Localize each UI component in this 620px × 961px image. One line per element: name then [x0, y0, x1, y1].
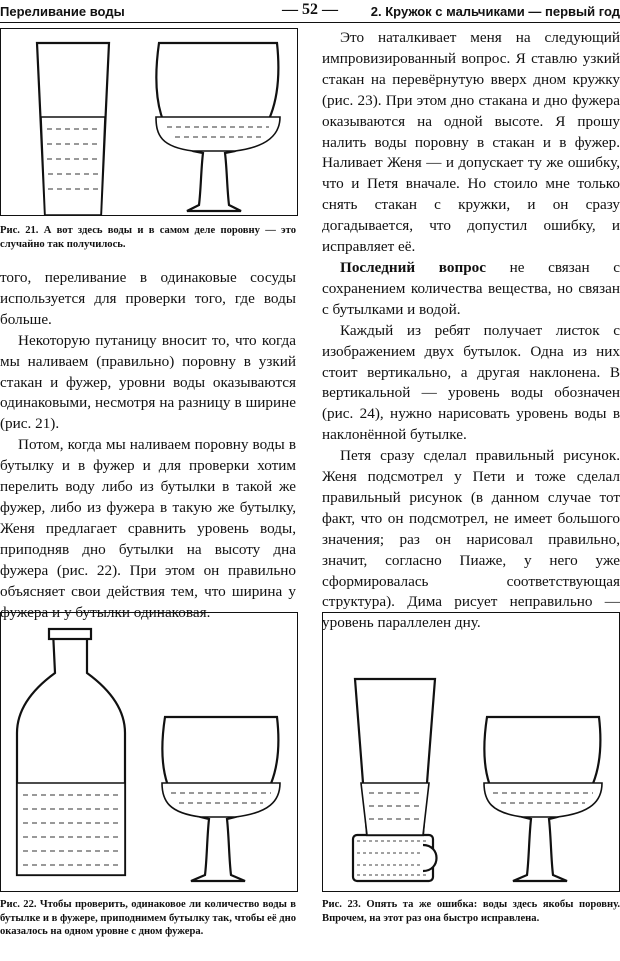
- figure-23: [322, 612, 620, 892]
- left-column: [0, 268, 296, 623]
- figure-22-caption: Рис. 22. Чтобы проверить, одинаковое ли количество воды в бутылке и в фужере, приподнимем бутылку так, чтобы её дно оказалось на одном уровне с дном фужера.: [0, 899, 296, 938]
- fig21-illustration: [1, 29, 297, 215]
- right-column: [322, 28, 620, 634]
- running-header-left: Переливание воды: [0, 4, 125, 19]
- paragraph: того, переливание в одинаковые сосуды используется для проверки того, где воды больше.: [0, 269, 296, 328]
- fig22-illustration: [1, 613, 297, 891]
- figure-23-caption: Рис. 23. Опять та же ошибка: воды здесь якобы поровну. Впрочем, на этот раз она быстро исправлена.: [322, 899, 620, 924]
- paragraph: Потом, когда мы наливаем поровну воды в бутылку и в фужер и для проверки хотим перелить воду либо из бутылки в такой же фужер, либо из фужера в такую же бутылку, Женя предлагает сравнить уровень воды, приподняв дно бутылки на высоту дна фужера (рис. 22). При этом он правильно объясняет свои действия тем, что ширина у фужера и у бутылки одинаковая.: [0, 436, 296, 621]
- bold-lead: Последний вопрос: [340, 258, 486, 276]
- paragraph: Каждый из ребят получает листок с изображением двух бутылок. Одна из них стоит вертикально, а другая наклонена. В вертикальной — уровень воды обозначен (рис. 24), нужно нарисовать уровень воды в наклонённой бутылке.: [322, 321, 620, 444]
- figure-21: [0, 28, 298, 216]
- figure-22: [0, 612, 298, 892]
- paragraph: [322, 258, 620, 321]
- running-header-right: 2. Кружок с мальчиками — первый год: [370, 4, 620, 19]
- paragraph-rest: не связан с сохранением количества вещества, но связан с бутылками и водой.: [322, 258, 620, 318]
- paragraph: Петя сразу сделал правильный рисунок. Женя подсмотрел у Пети и тоже сделал правильный рисунок (в данном случае тот факт, что он подсмотрел, не имеет большого значения; раз он нарисовал правильно, значит, согласно Пиаже, у него уже сформировалась соответствующая структура). Дима рисует неправильно — уровень параллелен дну.: [322, 447, 620, 632]
- figure-21-caption: Рис. 21. А вот здесь воды и в самом деле поровну — это случайно так получилось.: [0, 225, 296, 250]
- paragraph: Это наталкивает меня на следующий импровизированный вопрос. Я ставлю узкий стакан на перевёрнутую вверх дном кружку (рис. 23). При этом дно стакана и дно фужера оказываются на одной высоте. Я прошу налить воды поровну в стакан и в фужер. Наливает Женя — и допускает ту же ошибку, что и Петя вначале. Но стоило мне только снять стакан с кружки, и он сразу догадывается, что допустил ошибку, и исправляет её.: [322, 29, 620, 256]
- fig23-illustration: [323, 613, 619, 891]
- page-number: — 52 —: [282, 1, 338, 18]
- paragraph: Некоторую путаницу вносит то, что когда мы наливаем (правильно) поровну в узкий стакан и фужер, уровни воды оказываются одинаковыми, несмотря на разницу в ширине (рис. 21).: [0, 331, 296, 433]
- header-rule: [0, 22, 620, 23]
